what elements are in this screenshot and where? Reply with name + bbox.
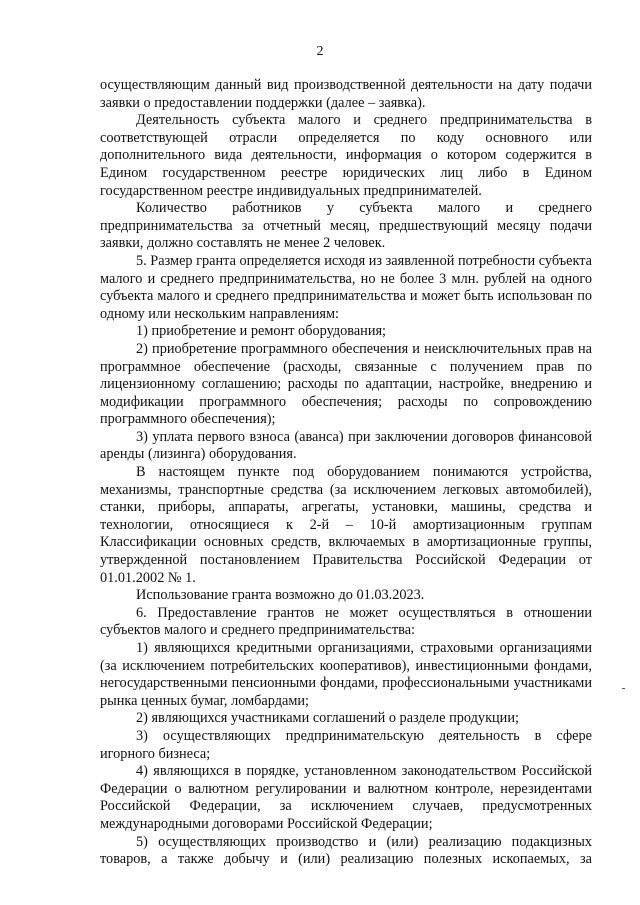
paragraph-restrictions: 6. Предоставление грантов не может осуществляться в отношении субъектов малого и среднего предпринимательства: (100, 604, 592, 639)
paragraph-activity-definition: Деятельность субъекта малого и среднего предпринимательства в соответствующей отрасли определяется по коду основного или дополнительного вида деятельности, информация о котором содержится в Едином государственном реестре юридических лиц либо в Едином государственном реестре индивидуальных предпринимателей. (100, 112, 592, 199)
margin-mark (622, 688, 625, 689)
paragraph-grant-size: 5. Размер гранта определяется исходя из заявленной потребности субъекта малого и среднего предпринимательства, но не более 3 млн. рублей на одного субъекта малого и среднего предпринимательства и может быть использован по одному или нескольким направлениям: (100, 252, 593, 322)
list-item-production-sharing: 2) являющихся участниками соглашений о разделе продукции; (136, 710, 519, 727)
paragraph-equipment-definition: В настоящем пункте под оборудованием понимаются устройства, механизмы, транспортные средства (за исключением легковых автомобилей), станки, приборы, аппараты, агрегаты, установки, машины, средства и технологии, относящиеся к 2-й – 10-й амортизационным группам Классификации основных средств, включаемых в амортизационные группы, утвержденной постановлением Правительства Российской Федерации от 01.01.2002 № 1. (100, 464, 592, 586)
list-item-excise-goods: 5) осуществляющих производство и (или) реализацию подакцизных товаров, а также добычу и (или) реализацию полезных ископаемых, за (100, 833, 592, 868)
list-item-gambling: 3) осуществляющих предпринимательскую деятельность в сфере игорного бизнеса; (100, 727, 592, 762)
paragraph-employee-count: Количество работников у субъекта малого и среднего предпринимательства за отчетный месяц, предшествующий месяцу подачи заявки, должно составлять не менее 2 человек. (100, 200, 592, 252)
paragraph-continuation: осуществляющим данный вид производственной деятельности на дату подачи заявки о предоставлении поддержки (далее – заявка). (100, 77, 592, 111)
list-item-non-residents: 4) являющихся в порядке, установленном законодательством Российской Федерации о валютном регулировании и валютном контроле, нерезидентами Российской Федерации, за исключением случаев, предусмотренных международными договорами Российской Федерации; (100, 763, 592, 832)
list-item-leasing: 3) уплата первого взноса (аванса) при заключении договоров финансовой аренды (лизинга) оборудования. (100, 428, 592, 463)
document-body (100, 77, 592, 869)
list-item-software: 2) приобретение программного обеспечения и неисключительных прав на программное обеспечение (расходы, связанные с получением прав по лицензионному соглашению; расходы по адаптации, настройке, внедрению и модификации программного обеспечения; расходы по сопровождению программного обеспечения); (100, 340, 592, 428)
page-number: 2 (316, 44, 324, 59)
list-item-equipment: 1) приобретение и ремонт оборудования; (136, 323, 387, 340)
list-item-credit-organizations: 1) являющихся кредитными организациями, страховыми организациями (за исключением потребительских кооперативов), инвестиционными фондами, негосударственными пенсионными фондами, профессиональными участниками рынка ценных бумаг, ломбардами; (100, 640, 592, 709)
paragraph-grant-deadline: Использование гранта возможно до 01.03.2023. (136, 587, 425, 604)
